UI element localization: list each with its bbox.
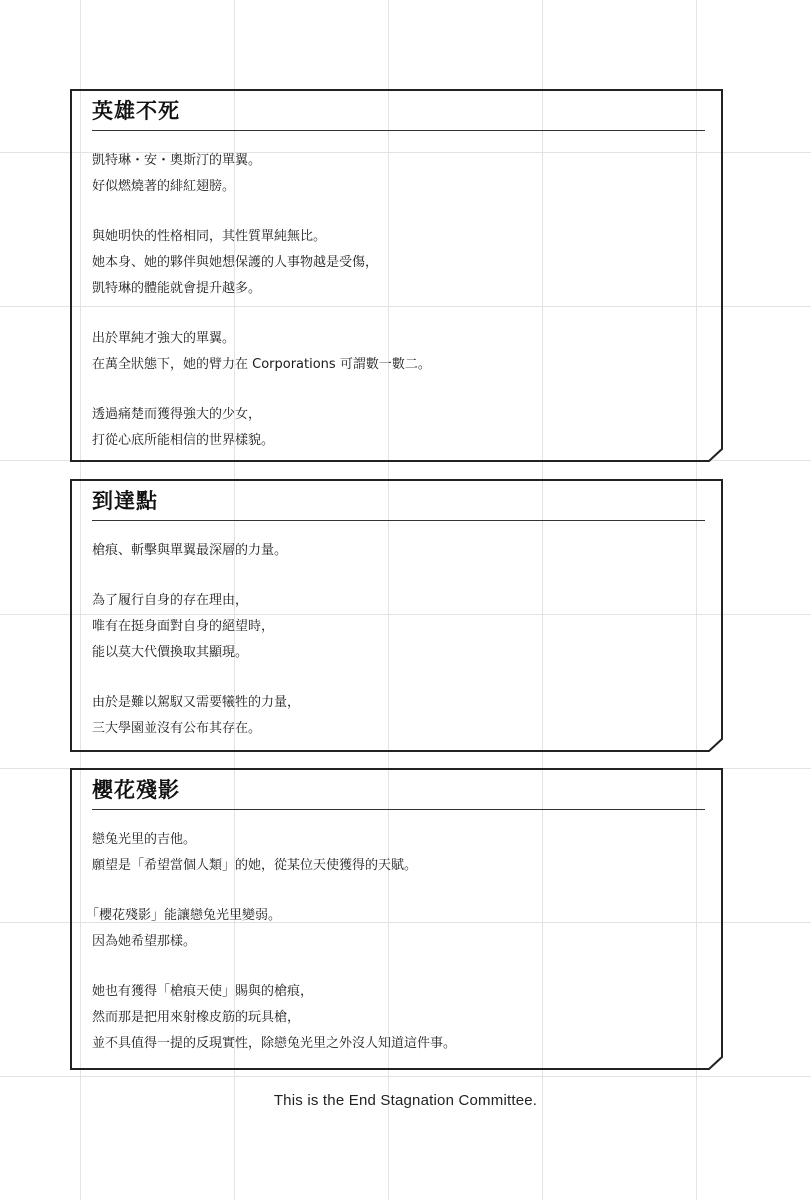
- section-panel-destination: [70, 479, 723, 752]
- title-divider: [92, 130, 705, 131]
- body-line: 因為她希望那樣。: [92, 934, 197, 949]
- body-line: 並不具值得一提的反現實性，除戀兔光里之外沒人知道這件事。: [92, 1036, 457, 1051]
- section-title: 到達點: [92, 489, 158, 513]
- body-line: 出於單純才強大的單翼。: [92, 331, 236, 346]
- body-line: 透過痛楚而獲得強大的少女，: [92, 407, 262, 422]
- body-line: 在萬全狀態下，她的臂力在 Corporations 可謂數一數二。: [92, 357, 431, 372]
- body-line: 由於是難以駕馭又需要犧牲的力量，: [92, 695, 301, 710]
- section-panel-sakura: [70, 768, 723, 1070]
- title-divider: [92, 809, 705, 810]
- section-body: [92, 148, 701, 454]
- body-line: 能以莫大代價換取其顯現。: [92, 645, 249, 660]
- body-line: 槍痕、斬擊與單翼最深層的力量。: [92, 543, 288, 558]
- section-title: 櫻花殘影: [92, 778, 180, 802]
- body-line: 願望是「希望當個人類」的她，從某位天使獲得的天賦。: [92, 858, 418, 873]
- body-line: 她也有獲得「槍痕天使」賜與的槍痕，: [92, 984, 314, 999]
- section-body: [86, 827, 701, 1057]
- body-line: 戀兔光里的吉他。: [92, 832, 197, 847]
- body-line: 然而那是把用來射橡皮筋的玩具槍，: [92, 1010, 301, 1025]
- section-title: 英雄不死: [92, 99, 180, 123]
- footer-tagline: This is the End Stagnation Committee.: [273, 1092, 538, 1109]
- section-panel-hero: [70, 89, 723, 462]
- body-line: 凱特琳・安・奧斯汀的單翼。: [92, 153, 262, 168]
- body-line: 打從心底所能相信的世界樣貌。: [92, 433, 275, 448]
- body-line: 唯有在挺身面對自身的絕望時，: [92, 619, 275, 634]
- title-divider: [92, 520, 705, 521]
- body-line: 為了履行自身的存在理由，: [92, 593, 249, 608]
- body-line: 凱特琳的體能就會提升越多。: [92, 281, 262, 296]
- section-body: [92, 538, 701, 742]
- body-line: 「櫻花殘影」能讓戀兔光里變弱。: [86, 908, 282, 923]
- body-line: 好似燃燒著的緋紅翅膀。: [92, 179, 236, 194]
- body-line: 三大學園並沒有公布其存在。: [92, 721, 262, 736]
- body-line: 與她明快的性格相同，其性質單純無比。: [92, 229, 327, 244]
- body-line: 她本身、她的夥伴與她想保護的人事物越是受傷，: [92, 255, 379, 270]
